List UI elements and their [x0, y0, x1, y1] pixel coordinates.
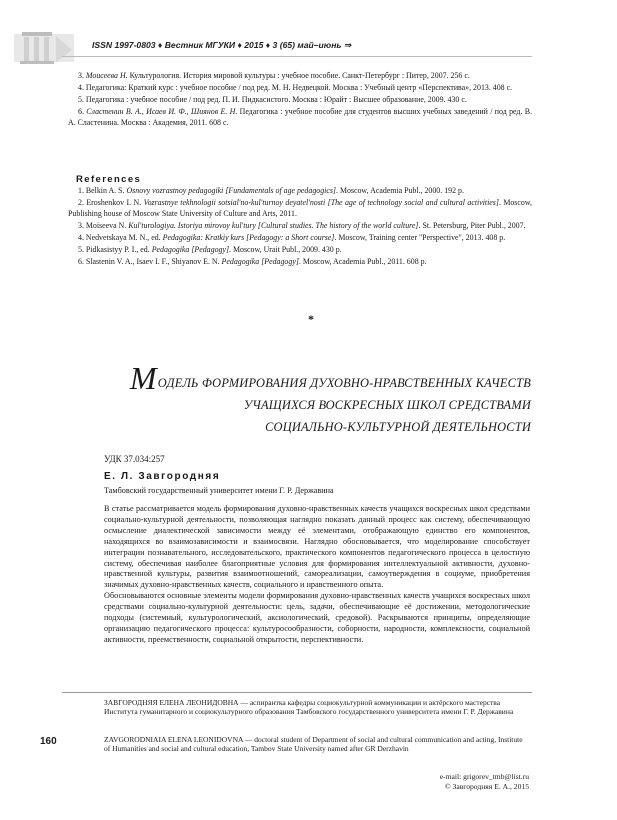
reference-item: 5. Pidkasistyy P. I., ed. Pedagogika [Pedagogy]. Moscow, Urait Publ., 2009. 430 p. — [78, 244, 342, 254]
abstract-paragraph: Обосновываются основные элементы модели формирования духовно-нравственных качеств учащихся воскресных школ средствами социально-культурной деятельности: цель, задачи, обеспечивающие её достижении, методологические подходы (системный, культурологический, аксиологический, средовой). Раскрываются принципы, определяющие организацию педагогического процесса: культуросообразности, соборности, народности, комплексности, социальной активности, преемственности, социальной открытости, перспективности. — [104, 591, 530, 644]
contact-email: e-mail: grigorev_tmb@list.ru — [439, 772, 529, 781]
abstract — [104, 504, 530, 646]
reference-item: 6. Slastenin V. A., Isaev I. F., Shiyanov E. N. Pedagogika [Pedagogy]. Moscow, Academia Publ., 2011. 608 p. — [78, 257, 427, 267]
header-divider — [62, 56, 532, 57]
reference-item: 3. Моисеева Н. Культурология. История мировой культуры : учебное пособие. Санкт-Петербург : Питер, 2007. 256 с. — [78, 71, 470, 80]
journal-header — [92, 40, 351, 51]
author-name: Е. Л. Завгородняя — [104, 471, 221, 482]
reference-item: 2. Eroshenkov I. N. Vozrastnye tekhnologii sotsial'no-kul'turnoy deyatel'nosti [The age of technology social and cultural activities]. Moscow, Publishing house of Moscow State University of Culture and Arts, 2011. — [68, 198, 532, 218]
references-ru — [68, 71, 532, 130]
reference-item: 4. Педагогика: Краткий курс : учебное пособие / под ред. М. Н. Недвецкой. Москва : Учебный центр «Перспектива», 2013. 408 с. — [78, 83, 513, 93]
article-title: МОДЕЛЬ ФОРМИРОВАНИЯ ДУХОВНО-НРАВСТВЕННЫХ КАЧЕСТВ УЧАЩИХСЯ ВОСКРЕСНЫХ ШКОЛ СРЕДСТВАМИ СОЦИАЛЬНО-КУЛЬТУРНОЙ ДЕЯТЕЛЬНОСТИ — [129, 360, 531, 434]
abstract-paragraph: В статье рассматривается модель формирования духовно-нравственных качеств учащихся воскресных школ средствами социально-культурной деятельности, позволяющая наглядно показать данный процесс как систему, обеспечивающую осмысление диалектической зависимости между её элементами, отображающую единство его компонентов, находящихся во взаимозависимости и взаимосвязи. Наглядно обосновывается, что моделирование способствует интеграции познавательного, исследовательского, практического компонентов педагогического процесса в целостную систему, обеспечивая наиболее благоприятные условия для формирования интеллектуальной активности, духовно-нравственной культуры, развития взаимоотношений, самореализации, самоутверждения в социуме, приобретения значимых духовно-нравственных качеств, социального и нравственного опыта. — [104, 504, 530, 590]
author-footnote-en: ZAVGORODNIAIA ELENA LEONIDOVNA — doctoral student of Department of social and cultural communication and acting, Institute of Humanities and social and cultural education, Tambov State University named after GR Derzhavin — [104, 735, 523, 754]
reference-item: 5. Педагогика : учебное пособие / под ред. П. И. Пидкасистого. Москва : Юрайт : Высшее образование, 2009. 430 с. — [78, 95, 467, 105]
section-separator: * — [308, 312, 314, 326]
title-drop-cap: М — [129, 360, 157, 396]
references-heading: References — [76, 174, 142, 185]
copyright: © Завгородняя Е. А., 2015 — [444, 782, 529, 791]
page-number: 160 — [40, 736, 57, 747]
author-affiliation: Тамбовский государственный университет имени Г. Р. Державина — [104, 486, 334, 495]
footnote-divider — [62, 692, 532, 693]
journal-line: ISSN 1997-0803 ♦ Вестник МГУКИ ♦ 2015 ♦ 3 (65) май–июнь ⇒ — [92, 40, 352, 50]
contact-block — [440, 772, 529, 792]
author-footnote-ru: ЗАВГОРОДНЯЯ ЕЛЕНА ЛЕОНИДОВНА — аспирантка кафедры социокультурной коммуникации и актёрского мастерства Института гуманитарного и социокультурного образования Тамбовского государственного университета имени Г. Р. Державина — [104, 698, 514, 717]
reference-item: 3. Moiseeva N. Kul'turologiya. Istoriya mirovoy kul'tury [Cultural studies. The history of the world culture]. St. Petersburg, Piter Publ., 2007. — [78, 220, 526, 230]
references-en — [68, 186, 532, 269]
journal-logo — [14, 30, 74, 66]
reference-item: 6. Сластенин В. А., Исаев И. Ф., Шиянов Е. Н. Педагогика : учебное пособие для студентов высших учебных заведений / под ред. В. А. Сластенина. Москва : Академия, 2011. 608 с. — [68, 107, 533, 127]
udk-code: УДК 37.034:257 — [104, 454, 165, 464]
reference-item: 4. Nedvetskaya M. N., ed. Pedagogika: Kratkiy kurs [Pedagogy: a Short course]. Moscow, Training center "Perspective", 2013. 408 p. — [78, 232, 506, 242]
reference-item: 1. Belkin A. S. Osnovy vozrastnoy pedagogiki [Fundamentals of age pedagogics]. Moscow, Academia Publ., 2000. 192 p. — [78, 186, 464, 195]
